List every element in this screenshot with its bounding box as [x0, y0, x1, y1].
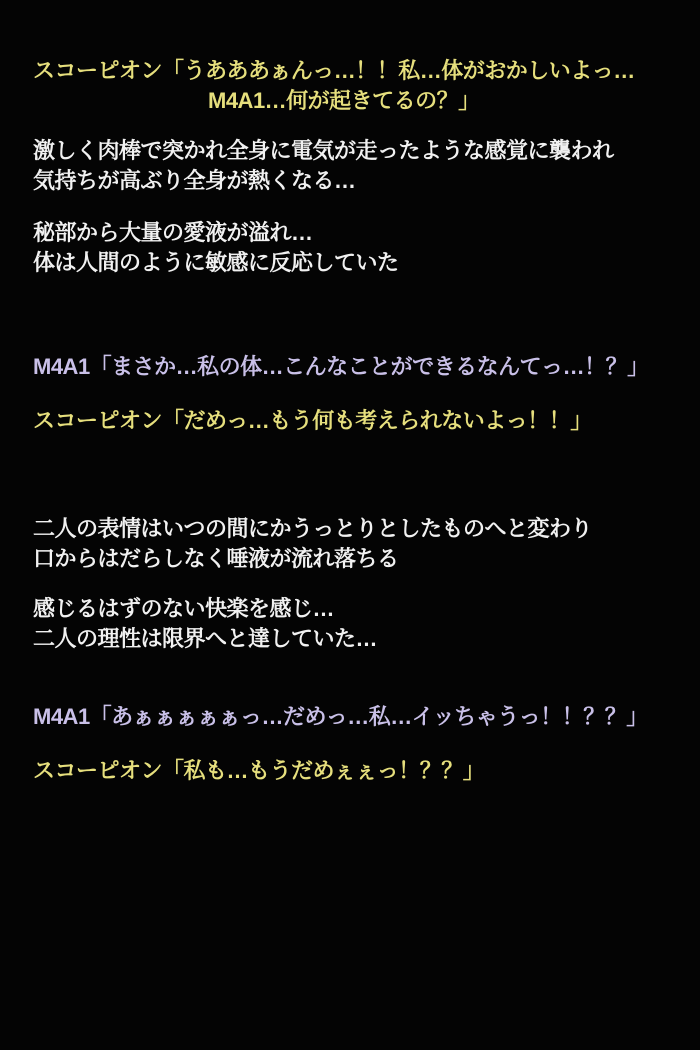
scorpion-dialogue-1-line-2: M4A1…何が起きてるの？」	[208, 88, 480, 113]
m4a1-dialogue-1: M4A1「まさか…私の体…こんなことができるなんてっ…！？」	[33, 354, 649, 379]
narration-line-3: 秘部から大量の愛液が溢れ…	[33, 220, 313, 245]
scorpion-dialogue-2: スコーピオン「だめっ…もう何も考えられないよっ！！」	[33, 408, 592, 433]
narration-line-4: 体は人間のように敏感に反応していた	[33, 250, 399, 275]
m4a1-dialogue-2: M4A1「あぁぁぁぁぁっ…だめっ…私…イッちゃうっ！！？？」	[33, 704, 648, 729]
scorpion-dialogue-3: スコーピオン「私も…もうだめぇぇっ！？？」	[33, 758, 485, 783]
narration-line-1: 激しく肉棒で突かれ全身に電気が走ったような感覚に襲われ	[33, 138, 614, 163]
narration-line-6: 口からはだらしなく唾液が流れ落ちる	[33, 546, 399, 571]
narration-line-7: 感じるはずのない快楽を感じ…	[33, 596, 335, 621]
narration-line-5: 二人の表情はいつの間にかうっとりとしたものへと変わり	[33, 516, 593, 541]
narration-line-8: 二人の理性は限界へと達していた…	[33, 626, 378, 651]
scorpion-dialogue-1-line-1: スコーピオン「うあああぁんっ…！！私…体がおかしいよっ…	[33, 58, 635, 83]
narration-line-2: 気持ちが高ぶり全身が熱くなる…	[33, 168, 356, 193]
